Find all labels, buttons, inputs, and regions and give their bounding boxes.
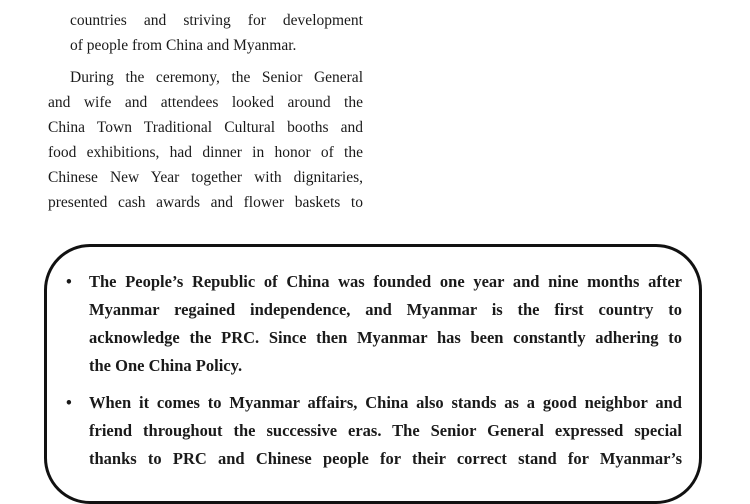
text-line: presented cash awards and flower baskets to: [48, 194, 363, 211]
text-line: of people from China and Myanmar.: [70, 37, 297, 54]
body-paragraph: [48, 65, 363, 215]
bullet-line: When it comes to Myanmar affairs, China also stands as a good neighbor and: [89, 393, 682, 412]
bullet-item: [62, 268, 682, 380]
bullet-line: acknowledge the PRC. Since then Myanmar has been constantly adhering to: [89, 328, 682, 347]
text-line: During the ceremony, the Senior General: [70, 69, 363, 86]
bullet-icon: •: [66, 393, 72, 412]
text-line: countries and striving for development: [70, 12, 363, 29]
bullet-item: [62, 389, 682, 473]
text-line: China Town Traditional Cultural booths and: [48, 119, 363, 136]
text-line: Chinese New Year together with dignitaries,: [48, 169, 363, 186]
callout-bullets: [62, 268, 682, 482]
bullet-line: Myanmar regained independence, and Myanmar is the first country to: [89, 300, 682, 319]
bullet-line: the One China Policy.: [89, 356, 243, 375]
bullet-line: thanks to PRC and Chinese people for their correct stand for Myanmar’s: [89, 449, 682, 468]
text-line: food exhibitions, had dinner in honor of the: [48, 144, 363, 161]
bullet-icon: •: [66, 272, 72, 291]
bullet-line: The People’s Republic of China was founded one year and nine months after: [89, 272, 682, 291]
intro-fragment: [70, 8, 363, 58]
bullet-line: friend throughout the successive eras. The Senior General expressed special: [89, 421, 682, 440]
text-line: and wife and attendees looked around the: [48, 94, 363, 111]
